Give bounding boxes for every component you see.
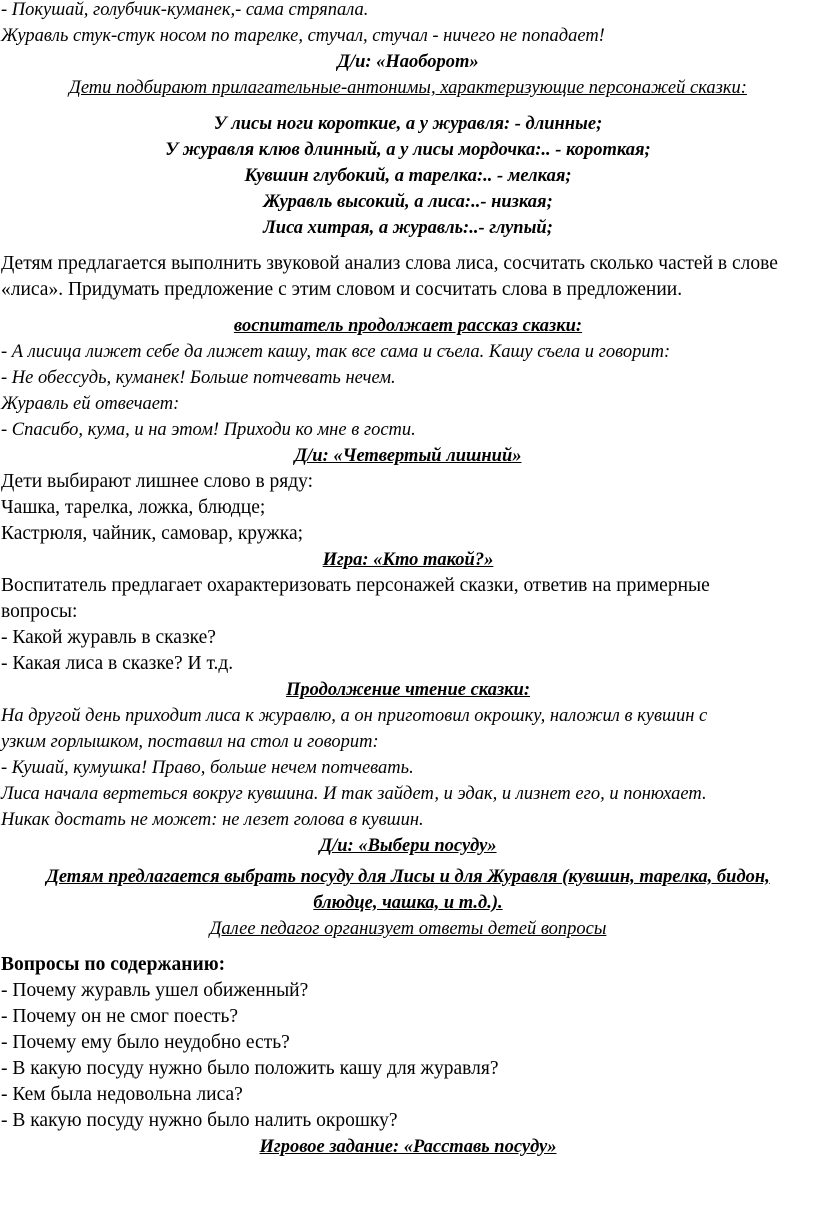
game-title-chetvertyi-lishnii: Д/и: «Четвертый лишний» [294,446,522,466]
game-text: Чашка, тарелка, ложка, блюдце; [1,497,266,518]
story-line: Журавль стук-стук носом по тарелке, стучал, стучал - ничего не попадает! [1,26,605,46]
followup-note: Далее педагог организует ответы детей вопросы [209,919,607,939]
story-line: - Покушай, голубчик-куманек,- сама стряпала. [1,0,369,20]
task-text: «лиса». Придумать предложение с этим словом и сосчитать слова в предложении. [1,279,683,300]
game-text: Воспитатель предлагает охарактеризовать персонажей сказки, ответив на примерные [1,575,710,596]
question-item: - Почему журавль ушел обиженный? [1,980,309,1001]
question-item: - Кем была недовольна лиса? [1,1084,243,1105]
story-line: На другой день приходит лиса к журавлю, а он приготовил окрошку, наложил в кувшин с [1,706,708,726]
story-line: Никак достать не может: не лезет голова в кувшин. [1,810,424,830]
antonym-pair: У журавля клюв длинный, а у лисы мордочка:.. - короткая; [165,140,651,160]
antonym-pair: Лиса хитрая, а журавль:..- глупый; [263,218,553,238]
section-title-continuation: Продолжение чтение сказки: [286,680,530,700]
game-text: - Какая лиса в сказке? И т.д. [1,653,234,674]
questions-title: Вопросы по содержанию: [1,954,226,975]
game-text: Кастрюля, чайник, самовар, кружка; [1,523,304,544]
game-task: Детям предлагается выбрать посуду для Лисы и для Журавля (кувшин, тарелка, бидон, [46,867,770,887]
game-task: блюдце, чашка, и т.д.). [313,893,503,913]
task-text: Детям предлагается выполнить звуковой анализ слова лиса, сосчитать сколько частей в слове [1,253,778,274]
story-line: - Кушай, кумушка! Право, больше нечем потчевать. [1,758,414,778]
antonym-pair: Кувшин глубокий, а тарелка:.. - мелкая; [244,166,572,186]
question-item: - В какую посуду нужно было налить окрошку? [1,1110,398,1131]
game-description-text: Дети подбирают прилагательные-антонимы, характеризующие персонажей сказки: [69,78,747,98]
game-text: Дети выбирают лишнее слово в ряду: [1,471,314,492]
game-text: - Какой журавль в сказке? [1,627,216,648]
question-item: - В какую посуду нужно было положить кашу для журавля? [1,1058,499,1079]
section-title-story: воспитатель продолжает рассказ сказки: [233,316,583,336]
story-line: - Не обессудь, куманек! Больше потчевать нечем. [1,368,396,388]
question-item: - Почему ему было неудобно есть? [1,1032,290,1053]
antonym-pair: У лисы ноги короткие, а у журавля: - длинные; [213,114,603,134]
game-title-rasstav-posudu: Игровое задание: «Расставь посуду» [259,1137,557,1157]
game-title-naoborot [0,49,816,75]
story-line: - А лисица лижет себе да лижет кашу, так все сама и съела. Кашу съела и говорит: [1,342,671,362]
question-item: - Почему он не смог поесть? [1,1006,239,1027]
story-line: Журавль ей отвечает: [1,394,180,414]
story-line: Лиса начала вертеться вокруг кувшина. И так зайдет, и эдак, и лизнет его, и понюхает. [1,784,707,804]
game-text: вопросы: [1,601,78,622]
game-title-vyberi-posudu: Д/и: «Выбери посуду» [319,836,497,856]
game-title-text: Д/и: «Наоборот» [337,52,479,72]
antonym-pair: Журавль высокий, а лиса:..- низкая; [263,192,553,212]
story-line: - Спасибо, кума, и на этом! Приходи ко мне в гости. [1,420,416,440]
story-line: узким горлышком, поставил на стол и говорит: [1,732,379,752]
game-title-kto-takoi: Игра: «Кто такой?» [322,550,494,570]
game-description [0,75,816,101]
